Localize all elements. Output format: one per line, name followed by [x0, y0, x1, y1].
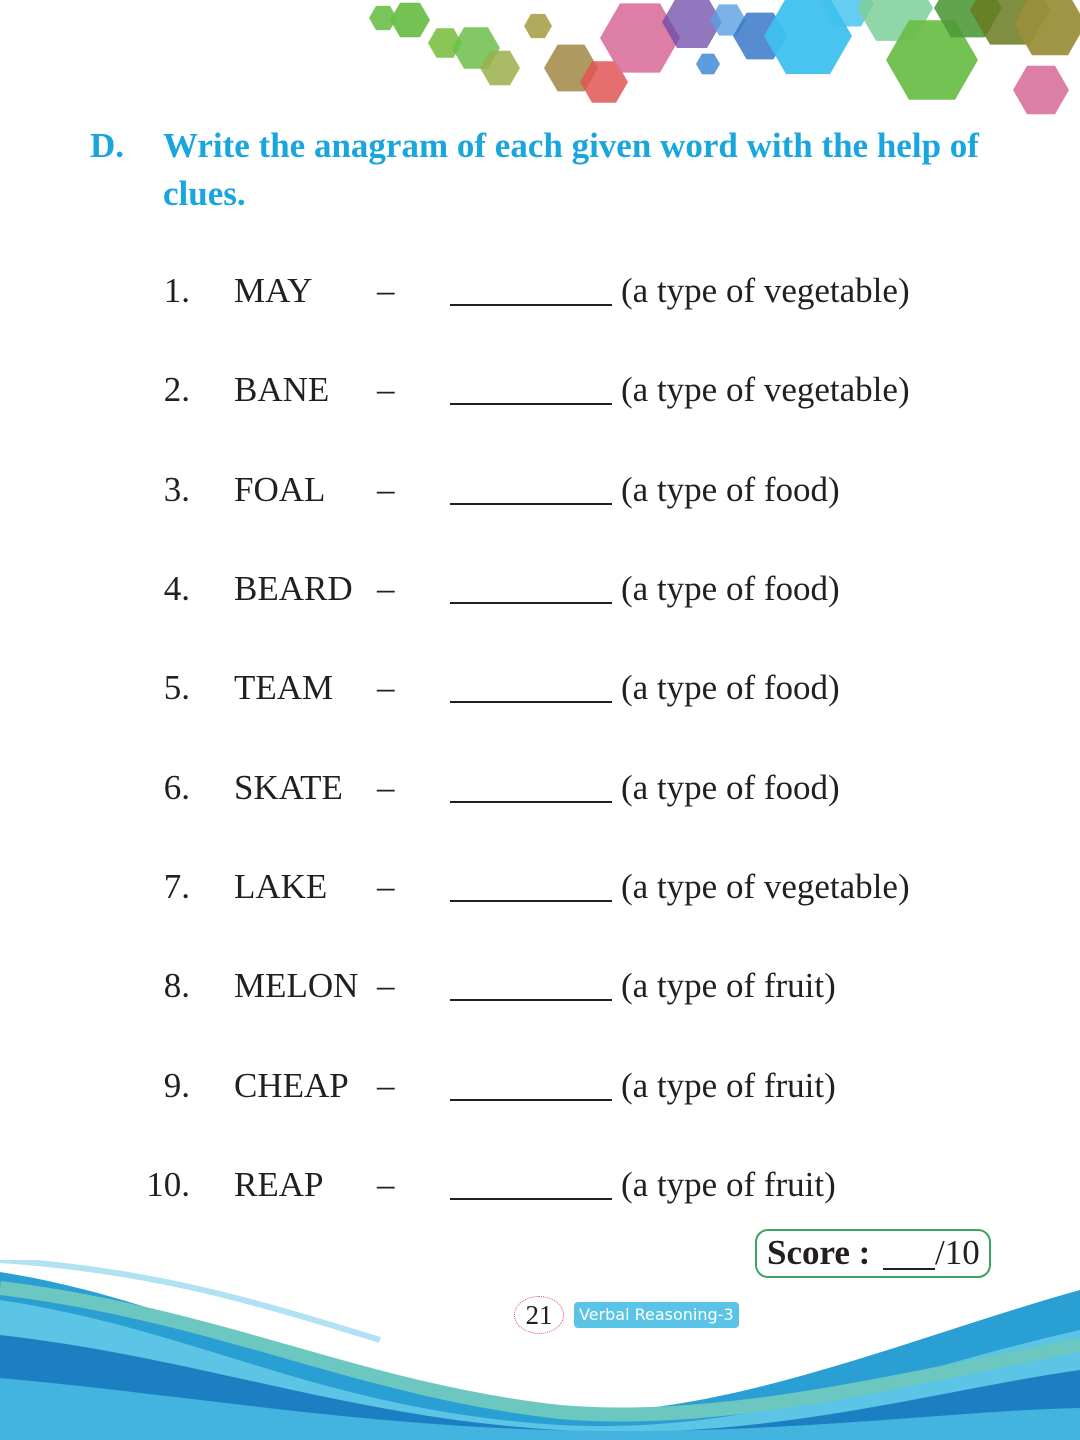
- question-number: 9.: [163, 1066, 190, 1105]
- question-row: [0, 269, 1080, 313]
- question-dash: –: [377, 470, 395, 509]
- answer-blank[interactable]: [450, 900, 612, 902]
- hexagon-shape: [524, 14, 552, 38]
- score-blank[interactable]: [883, 1268, 935, 1270]
- question-clue: (a type of food): [621, 668, 840, 707]
- question-dash: –: [377, 966, 395, 1005]
- answer-blank[interactable]: [450, 304, 612, 306]
- question-word: MELON: [234, 966, 359, 1005]
- question-clue: (a type of food): [621, 470, 840, 509]
- question-clue: (a type of fruit): [621, 1165, 836, 1204]
- question-dash: –: [377, 768, 395, 807]
- section-instruction: Write the anagram of each given word with the help of clues.: [163, 126, 979, 213]
- question-number: 2.: [163, 370, 190, 409]
- question-row: [0, 666, 1080, 710]
- question-word: MAY: [234, 271, 313, 310]
- question-number: 5.: [163, 668, 190, 707]
- question-word: CHEAP: [234, 1066, 349, 1105]
- score-box: [755, 1229, 991, 1278]
- question-row: [0, 468, 1080, 512]
- answer-blank[interactable]: [450, 602, 612, 604]
- question-row: [0, 368, 1080, 412]
- question-number: 4.: [163, 569, 190, 608]
- hexagon-shape: [1013, 66, 1069, 114]
- question-dash: –: [377, 668, 395, 707]
- question-dash: –: [377, 271, 395, 310]
- question-dash: –: [377, 370, 395, 409]
- answer-blank[interactable]: [450, 403, 612, 405]
- question-word: SKATE: [234, 768, 343, 807]
- question-number: 8.: [163, 966, 190, 1005]
- section-letter: D.: [90, 126, 125, 165]
- question-clue: (a type of vegetable): [621, 867, 910, 906]
- question-clue: (a type of fruit): [621, 1066, 836, 1105]
- question-clue: (a type of food): [621, 768, 840, 807]
- question-clue: (a type of vegetable): [621, 271, 910, 310]
- answer-blank[interactable]: [450, 1198, 612, 1200]
- book-title: Verbal Reasoning-3: [574, 1302, 739, 1328]
- question-dash: –: [377, 867, 395, 906]
- hexagon-shape: [1014, 0, 1080, 55]
- hexagon-decoration: [0, 0, 1080, 130]
- question-dash: –: [377, 1066, 395, 1105]
- wave-decoration: [0, 1260, 1080, 1440]
- question-number: 6.: [163, 768, 190, 807]
- question-row: [0, 964, 1080, 1008]
- score-label: Score :: [767, 1233, 871, 1272]
- question-clue: (a type of fruit): [621, 966, 836, 1005]
- answer-blank[interactable]: [450, 999, 612, 1001]
- question-number: 7.: [163, 867, 190, 906]
- hexagon-shape: [390, 3, 430, 38]
- question-word: FOAL: [234, 470, 326, 509]
- page-number: 21: [514, 1296, 564, 1334]
- answer-blank[interactable]: [450, 701, 612, 703]
- question-dash: –: [377, 1165, 395, 1204]
- question-row: [0, 766, 1080, 810]
- answer-blank[interactable]: [450, 801, 612, 803]
- hexagon-shape: [696, 54, 720, 75]
- question-row: [0, 865, 1080, 909]
- question-word: BANE: [234, 370, 330, 409]
- question-number: 3.: [163, 470, 190, 509]
- question-row: [0, 1064, 1080, 1108]
- question-word: BEARD: [234, 569, 353, 608]
- question-clue: (a type of food): [621, 569, 840, 608]
- answer-blank[interactable]: [450, 1099, 612, 1101]
- question-dash: –: [377, 569, 395, 608]
- question-number: 1.: [163, 271, 190, 310]
- question-word: REAP: [234, 1165, 324, 1204]
- answer-blank[interactable]: [450, 503, 612, 505]
- question-row: [0, 567, 1080, 611]
- question-row: [0, 1163, 1080, 1207]
- score-total: /10: [935, 1233, 980, 1272]
- question-word: LAKE: [234, 867, 328, 906]
- question-number: 10.: [146, 1165, 190, 1204]
- question-clue: (a type of vegetable): [621, 370, 910, 409]
- question-word: TEAM: [234, 668, 334, 707]
